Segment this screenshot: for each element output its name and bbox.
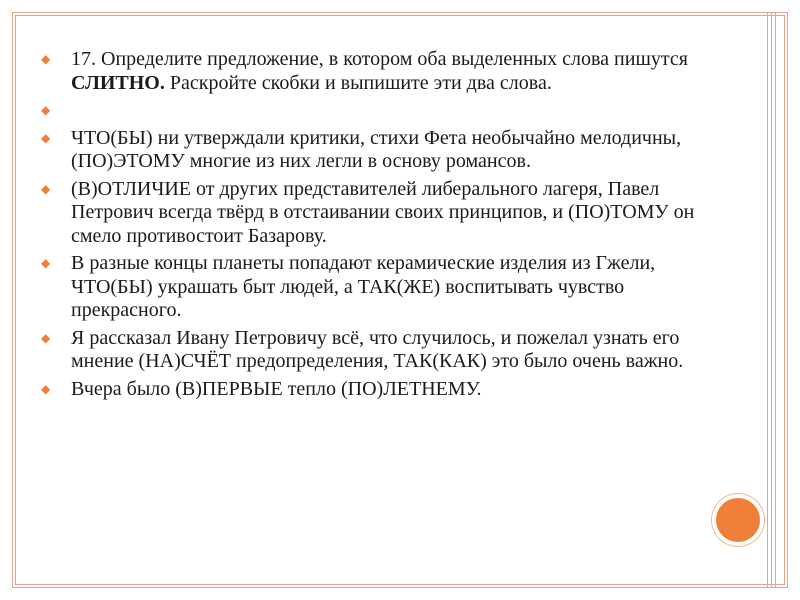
slide-content: [40, 48, 710, 405]
diamond-bullet-icon: ◆: [41, 103, 51, 117]
diamond-bullet-icon: ◆: [41, 130, 51, 145]
task-emphasis: СЛИТНО.: [71, 71, 165, 94]
sentence-text: ЧТО(БЫ) ни утверждали критики, стихи Фета необычайно мелодичны, (ПО)ЭТОМУ многие из них легли в основу романсов.: [71, 126, 682, 172]
diamond-bullet-icon: ◆: [41, 52, 51, 66]
sentence-text: Я рассказал Ивану Петровичу всё, что случилось, и пожелал узнать его мнение (НА)СЧЁТ предопределения, ТАК(КАК) это было очень важно.: [71, 326, 684, 372]
task-item: [40, 48, 710, 95]
empty-list-item: [40, 99, 710, 123]
diamond-bullet-icon: ◆: [41, 181, 51, 196]
diamond-bullet-icon: ◆: [41, 256, 51, 270]
sentence-text: В разные концы планеты попадают керамические изделия из Гжели, ЧТО(БЫ) украшать быт людей, а ТАК(ЖЕ) воспитывать чувство прекрасного.: [71, 252, 656, 321]
sentence-text: (В)ОТЛИЧИЕ от других представителей либерального лагеря, Павел Петрович всегда твёрд в отстаивании своих принципов, и (ПО)ТОМУ он смело противостоит Базарову.: [71, 177, 695, 247]
decorative-circle: [716, 498, 760, 542]
sentence-item: [40, 178, 710, 249]
sentence-item: [40, 252, 710, 323]
sentence-item: [40, 378, 710, 402]
task-number: 17.: [71, 48, 96, 70]
sentence-item: [40, 127, 710, 174]
task-text: Определите предложение, в котором оба выделенных слова пишутся: [101, 48, 688, 70]
diamond-bullet-icon: ◆: [41, 330, 51, 345]
sentence-text: Вчера было (В)ПЕРВЫЕ тепло (ПО)ЛЕТНЕМУ.: [71, 377, 482, 400]
decorative-line: [771, 12, 772, 588]
task-text-end: Раскройте скобки и выпишите эти два слова.: [169, 71, 552, 94]
diamond-bullet-icon: ◆: [41, 381, 51, 396]
sentence-item: [40, 327, 710, 374]
decorative-line: [775, 12, 776, 588]
decorative-line: [767, 12, 768, 588]
